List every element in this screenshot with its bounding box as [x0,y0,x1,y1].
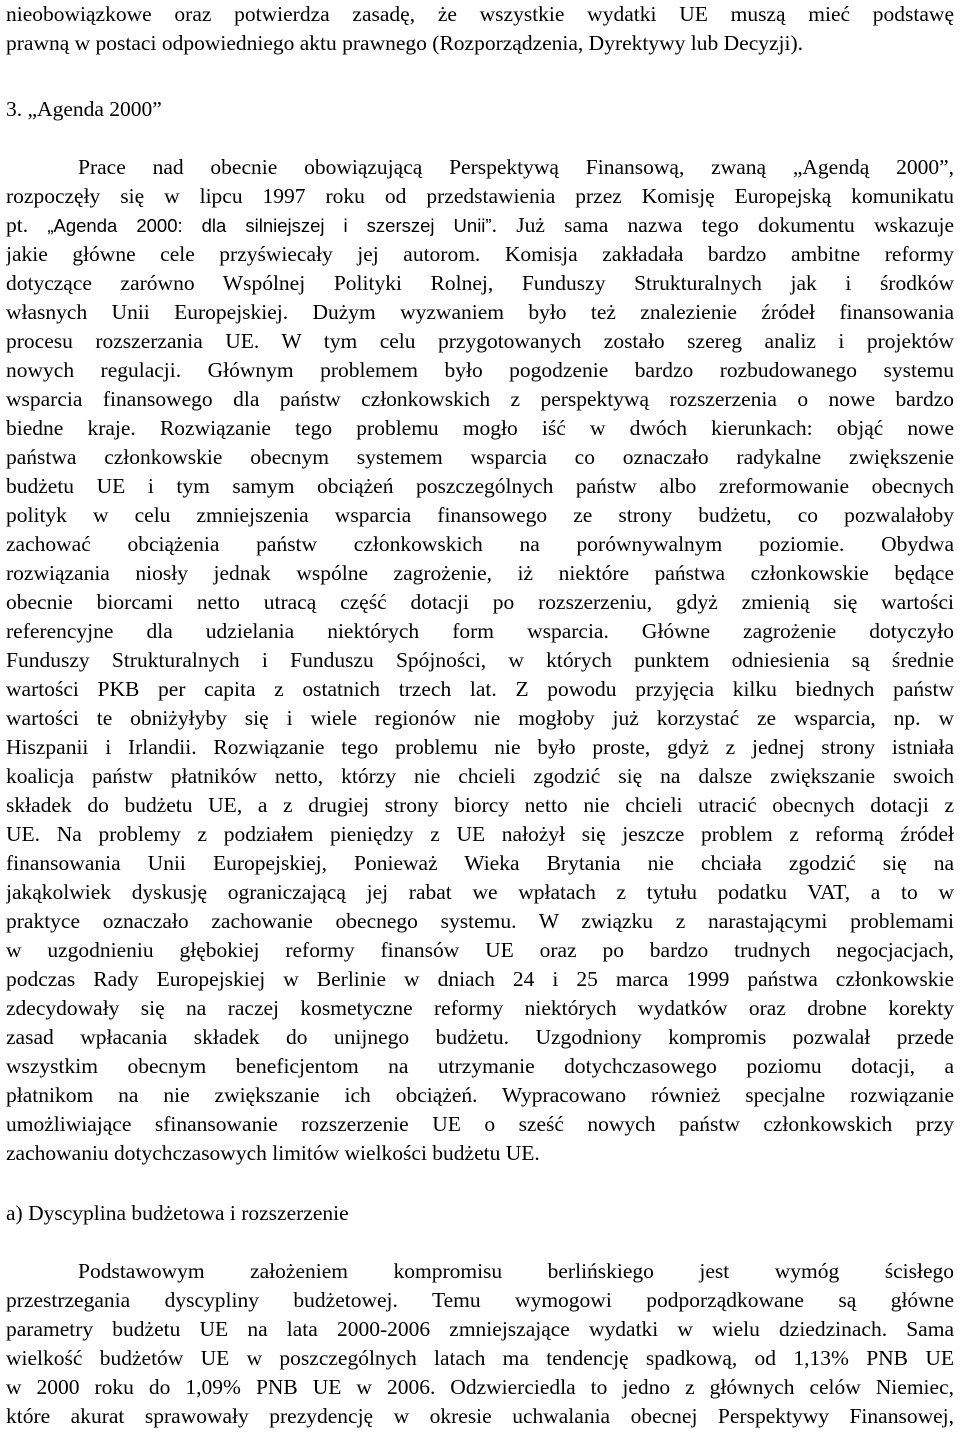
paragraph-line: Hiszpanii i Irlandii. Rozwiązanie tego problemu nie było proste, gdyż z jednej strony istniała [6,735,954,759]
paragraph-line: umożliwiające sfinansowanie rozszerzenie UE o sześć nowych państw członkowskich przy [6,1112,954,1136]
paragraph-line: koalicja państw płatników netto, którzy nie chcieli zgodzić się na dalsze zwiększanie swoich [6,764,954,788]
paragraph-line: podczas Rady Europejskiej w Berlinie w dniach 24 i 25 marca 1999 państwa członkowskie [6,967,954,991]
paragraph-line: płatnikom na nie zwiększanie ich obciążeń. Wypracowano również specjalne rozwiązanie [6,1083,954,1107]
paragraph-line: rozwiązania niosły jednak wspólne zagrożenie, iż niektóre państwa członkowskie będące [6,561,954,585]
paragraph-line: zachować obciążenia państw członkowskich na porównywalnym poziomie. Obydwa [6,532,954,556]
paragraph-line: dotyczące zarówno Wspólnej Polityki Rolnej, Funduszy Strukturalnych jak i środków [6,271,954,295]
paragraph-line: wartości PKB per capita z ostatnich trzech lat. Z powodu przyjęcia kilku biednych państw [6,677,954,701]
document-title-reference: „Agenda 2000: dla silniejszej i szerszej Unii” [47,215,492,236]
paragraph-line: zdecydowały się na raczej kosmetyczne reformy niektórych wydatków oraz drobne korekty [6,996,954,1020]
paragraph-line: biedne kraje. Rozwiązanie tego problemu mogło iść w dwóch kierunkach: objąć nowe [6,416,954,440]
subsection-heading: a) Dyscyplina budżetowa i rozszerzenie [6,1201,349,1225]
paragraph-line: Podstawowym założeniem kompromisu berlińskiego jest wymóg ścisłego [78,1259,954,1283]
paragraph-line: które akurat sprawowały prezydencję w okresie uchwalania obecnej Perspektywy Finansowej, [6,1404,954,1428]
paragraph-line: Prace nad obecnie obowiązującą Perspektywą Finansową, zwaną „Agendą 2000”, [78,155,954,179]
section-heading: 3. „Agenda 2000” [6,97,162,121]
paragraph-line: wsparcia finansowego dla państw członkowskich z perspektywą rozszerzenia o nowe bardzo [6,387,954,411]
paragraph-line: finansowania Unii Europejskiej, Ponieważ Wieka Brytania nie chciała zgodzić się na [6,851,954,875]
paragraph-line: UE. Na problemy z podziałem pieniędzy z UE nałożył się jeszcze problem z reformą źródeł [6,822,954,846]
text-span: pt. [6,213,48,237]
paragraph-line: parametry budżetu UE na lata 2000-2006 zmniejszające wydatki w wielu dziedzinach. Sama [6,1317,954,1341]
intro-line-1: nieobowiązkowe oraz potwierdza zasadę, że wszystkie wydatki UE muszą mieć podstawę [6,2,954,26]
paragraph-line: Funduszy Strukturalnych i Funduszu Spójności, w których punktem odniesienia są średnie [6,648,954,672]
paragraph-line: wszystkim obecnym beneficjentom na utrzymanie dotychczasowego poziomu dotacji, a [6,1054,954,1078]
paragraph-line: w 2000 roku do 1,09% PNB UE w 2006. Odzwierciedla to jedno z głównych celów Niemiec, [6,1375,954,1399]
paragraph-line: jakie główne cele przyświecały jej autorom. Komisja zakładała bardzo ambitne reformy [6,242,954,266]
paragraph-line: w uzgodnieniu głębokiej reformy finansów UE oraz po bardzo trudnych negocjacjach, [6,938,954,962]
document-page [6,0,954,1431]
paragraph-line: polityk w celu zmniejszenia wsparcia finansowego ze strony budżetu, co pozwalałoby [6,503,954,527]
paragraph-line: praktyce oznaczało zachowanie obecnego systemu. W związku z narastającymi problemami [6,909,954,933]
paragraph-line: przestrzegania dyscypliny budżetowej. Temu wymogowi podporządkowane są główne [6,1288,954,1312]
paragraph-line: referencyjne dla udzielania niektórych form wsparcia. Główne zagrożenie dotyczyło [6,619,954,643]
paragraph-line: zasad wpłacania składek do unijnego budżetu. Uzgodniony kompromis pozwalał przede [6,1025,954,1049]
paragraph-line: rozpoczęły się w lipcu 1997 roku od przedstawienia przez Komisję Europejską komunikatu [6,184,954,208]
paragraph-line: procesu rozszerzania UE. W tym celu przygotowanych zostało szereg analiz i projektów [6,329,954,353]
paragraph-line: jakąkolwiek dyskusję ograniczającą jej rabat we wpłatach z tytułu podatku VAT, a to w [6,880,954,904]
paragraph-line: nowych regulacji. Głównym problemem było pogodzenie bardzo rozbudowanego systemu [6,358,954,382]
paragraph-last-line: zachowaniu dotychczasowych limitów wielkości budżetu UE. [6,1141,540,1165]
paragraph-line: państwa członkowskie obecnym systemem wsparcia co oznaczało radykalne zwiększenie [6,445,954,469]
paragraph-line: składek do budżetu UE, a z drugiej strony biorcy netto nie chcieli utracić obecnych dotacji z [6,793,954,817]
intro-line-2: prawną w postaci odpowiedniego aktu prawnego (Rozporządzenia, Dyrektywy lub Decyzji). [6,31,804,55]
text-span: . Już sama nazwa tego dokumentu wskazuje [491,213,954,237]
paragraph-line: wartości te obniżyłyby się i wiele regionów nie mogłoby już korzystać ze wsparcia, np. w [6,706,954,730]
paragraph-line: wielkość budżetów UE w poszczególnych latach ma tendencję spadkową, od 1,13% PNB UE [6,1346,954,1370]
paragraph-line: obecnie biorcami netto utracą część dotacji po rozszerzeniu, gdyż zmienią się wartości [6,590,954,614]
paragraph-line: własnych Unii Europejskiej. Dużym wyzwaniem było też znalezienie źródeł finansowania [6,300,954,324]
paragraph-line-with-title [6,211,954,240]
paragraph-line: budżetu UE i tym samym obciążeń poszczególnych państw albo zreformowanie obecnych [6,474,954,498]
